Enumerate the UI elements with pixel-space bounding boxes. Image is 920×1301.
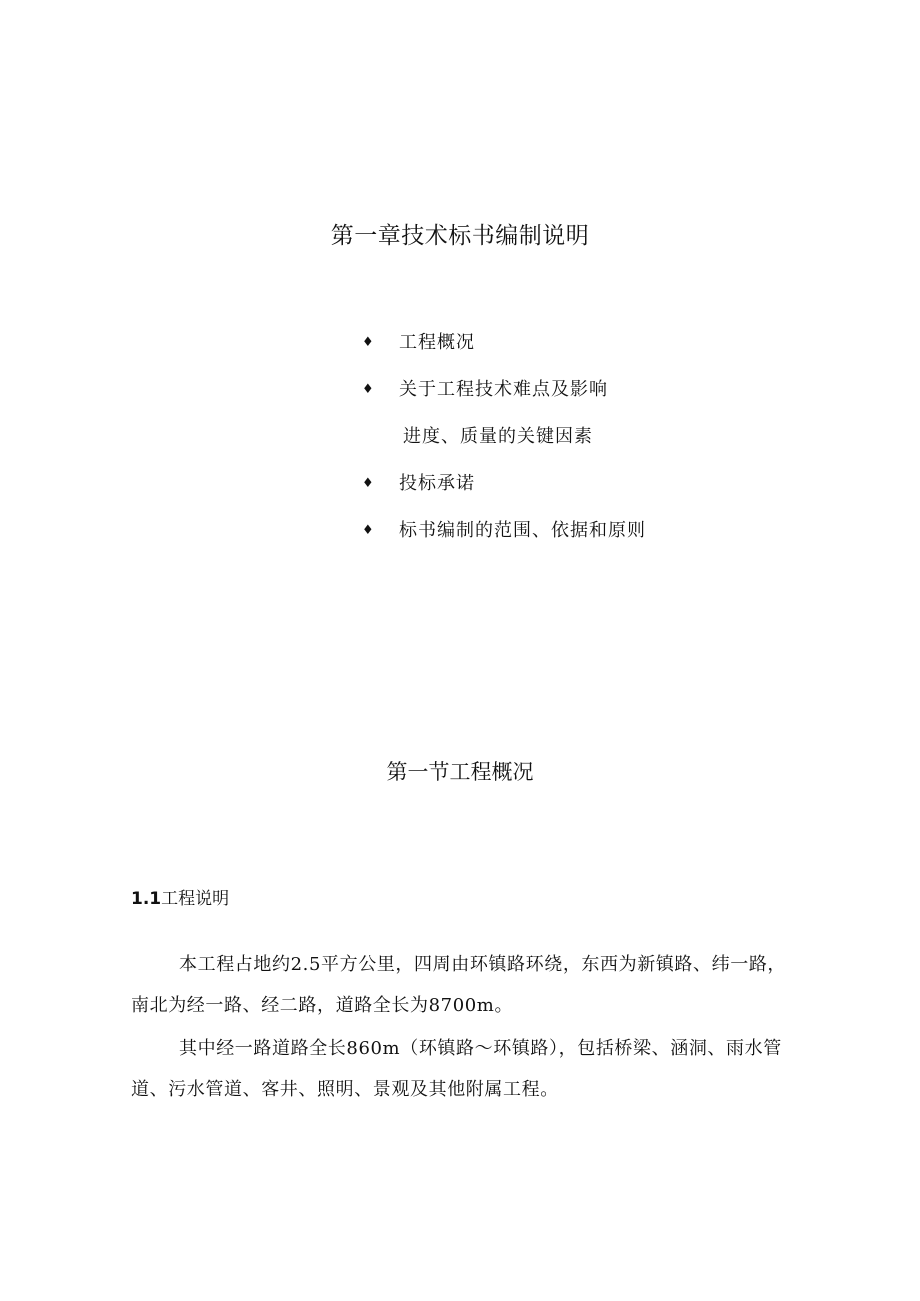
chapter-contents-list — [362, 326, 782, 561]
subsection-title: 工程说明 — [161, 889, 230, 909]
toc-item-label: 投标承诺 — [399, 473, 475, 494]
toc-item-technical-difficulties — [362, 373, 782, 407]
toc-item-label: 关于工程技术难点及影响 — [399, 379, 608, 400]
body-text — [131, 944, 803, 1112]
chapter-title: 第一章技术标书编制说明 — [330, 223, 590, 249]
paragraph: 本工程占地约2.5平方公里，四周由环镇路环绕，东西为新镇路、纬一路，南北为经一路、经二路，道路全长为8700m。 — [131, 954, 787, 1016]
toc-item-continuation: 进度、质量的关键因素 — [403, 426, 593, 447]
toc-item-label: 工程概况 — [399, 332, 475, 353]
subsection-heading — [131, 883, 229, 915]
diamond-bullet-icon: ♦ — [362, 523, 374, 538]
diamond-bullet-icon: ♦ — [362, 335, 374, 350]
subsection-number: 1.1 — [131, 889, 162, 909]
toc-item-label: 标书编制的范围、依据和原则 — [399, 520, 646, 541]
toc-item-project-overview — [362, 326, 782, 360]
diamond-bullet-icon: ♦ — [362, 476, 374, 491]
toc-item-bid-commitment — [362, 467, 782, 501]
section-title: 第一节工程概况 — [386, 760, 534, 784]
diamond-bullet-icon: ♦ — [362, 382, 374, 397]
paragraph: 其中经一路道路全长860m（环镇路～环镇路），包括桥梁、涵洞、雨水管道、污水管道、客井、照明、景观及其他附属工程。 — [131, 1038, 782, 1100]
toc-item-scope-basis-principles — [362, 514, 782, 548]
